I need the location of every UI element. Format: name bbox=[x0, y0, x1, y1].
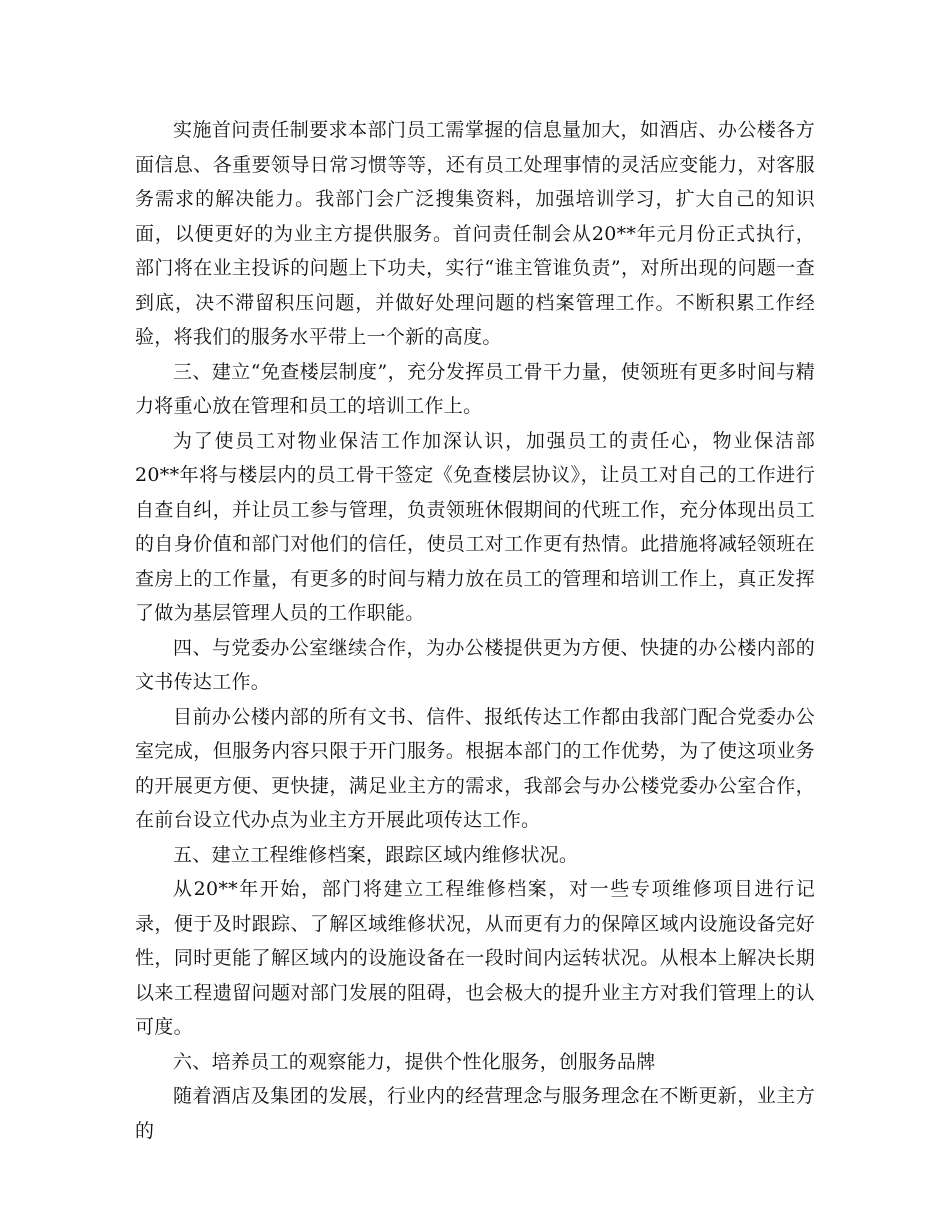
heading-section-five: 五、建立工程维修档案，跟踪区域内维修状况。 bbox=[173, 843, 579, 866]
paragraph-document-delivery: 目前办公楼内部的所有文书、信件、报纸传达工作都由我部门配合党委办公室完成，但服务内容只限于开门服务。根据本部门的工作优势，为了使这项业务的开展更方便、更快捷，满足业主方的需求，我部会与办公楼党委办公室合作，在前台设立代办点为业主方开展此项传达工作。 bbox=[135, 705, 815, 831]
document-body bbox=[135, 113, 815, 1148]
heading-section-three: 三、建立“免查楼层制度”，充分发挥员工骨干力量，使领班有更多时间与精力将重心放在管理和员工的培训工作上。 bbox=[135, 360, 815, 417]
heading-section-four: 四、与党委办公室继续合作，为办公楼提供更为方便、快捷的办公楼内部的文书传达工作。 bbox=[135, 636, 815, 693]
paragraph-floor-exemption: 为了使员工对物业保洁工作加深认识，加强员工的责任心，物业保洁部20**年将与楼层内的员工骨干签定《免查楼层协议》，让员工对自己的工作进行自查自纠，并让员工参与管理，负责领班休假期间的代班工作，充分体现出员工的自身价值和部门对他们的信任，使员工对工作更有热情。此措施将减轻领班在查房上的工作量，有更多的时间与精力放在员工的管理和培训工作上，真正发挥了做为基层管理人员的工作职能。 bbox=[135, 429, 815, 624]
paragraph-first-inquiry-responsibility: 实施首问责任制要求本部门员工需掌握的信息量加大，如酒店、办公楼各方面信息、各重要领导日常习惯等等，还有员工处理事情的灵活应变能力，对客服务需求的解决能力。我部门会广泛搜集资料，加强培训学习，扩大自己的知识面，以便更好的为业主方提供服务。首问责任制会从20**年元月份正式执行，部门将在业主投诉的问题上下功夫，实行“谁主管谁负责”，对所出现的问题一查到底，决不滞留积压问题，并做好处理问题的档案管理工作。不断积累工作经验，将我们的服务水平带上一个新的高度。 bbox=[135, 119, 815, 348]
heading-section-six: 六、培养员工的观察能力，提供个性化服务，创服务品牌 bbox=[173, 1050, 656, 1073]
paragraph-service-development: 随着酒店及集团的发展，行业内的经营理念与服务理念在不断更新，业主方的 bbox=[135, 1085, 815, 1142]
paragraph-maintenance-records: 从20**年开始，部门将建立工程维修档案，对一些专项维修项目进行记录，便于及时跟踪、了解区域维修状况，从而更有力的保障区域内设施设备完好性，同时更能了解区域内的设施设备在一段时间内运转状况。从根本上解决长期以来工程遗留问题对部门发展的阻碍，也会极大的提升业主方对我们管理上的认可度。 bbox=[135, 878, 815, 1038]
